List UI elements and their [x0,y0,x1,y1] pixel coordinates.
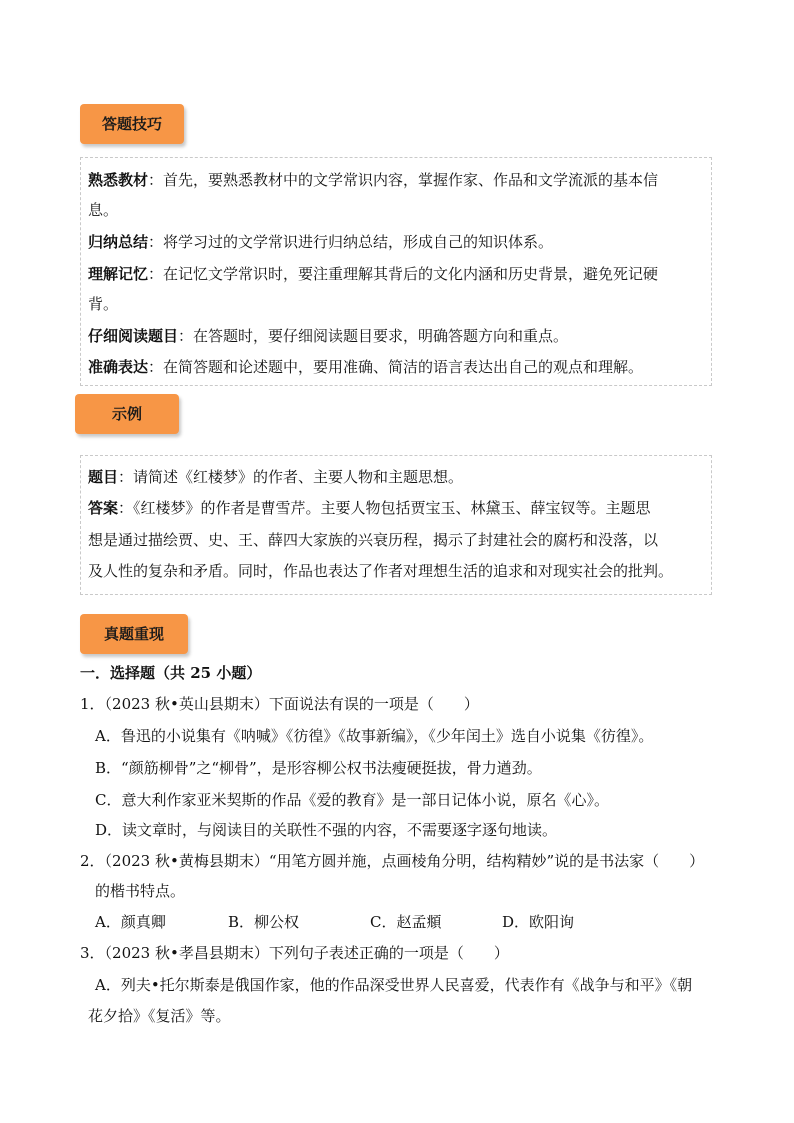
tips-item-2: 归纳总结：将学习过的文学常识进行归纳总结，形成自己的知识体系。 [88,233,554,251]
q1-option-c: C．意大利作家亚米契斯的作品《爱的教育》是一部日记体小说，原名《心》。 [95,791,609,809]
tips-item-1-line1: 熟悉教材：首先，要熟悉教材中的文学常识内容，掌握作家、作品和文学流派的基本信 [88,171,659,189]
tips-header-tag [80,104,184,144]
section-title: 一．选择题（共 25 小题） [80,664,262,682]
q2-stem-2: 的楷书特点。 [95,882,186,900]
example-question: 题目：请简述《红楼梦》的作者、主要人物和主题思想。 [88,468,464,486]
tips-item-3-line1: 理解记忆：在记忆文学常识时，要注重理解其背后的文化内涵和历史背景，避免死记硬 [88,265,659,283]
tips-item-5: 准确表达：在简答题和论述题中，要用准确、简洁的语言表达出自己的观点和理解。 [88,358,644,376]
example-answer-line2: 想是通过描绘贾、史、王、薛四大家族的兴衰历程，揭示了封建社会的腐朽和没落，以 [88,531,659,549]
q2-option-a: A．颜真卿 [95,913,166,931]
q1-stem: 1．（2023 秋•英山县期末）下面说法有误的一项是（ ） [80,695,479,713]
q1-option-b: B．“颜筋柳骨”之“柳骨”，是形容柳公权书法瘦硬挺拔，骨力遒劲。 [95,759,542,777]
tips-header-label: 答题技巧 [101,115,162,133]
q2-option-b: B．柳公权 [228,913,300,931]
q1-option-d: D．读文章时，与阅读目的关联性不强的内容，不需要逐字逐句地读。 [95,821,558,839]
example-answer-line1: 答案：《红楼梦》的作者是曹雪芹。主要人物包括贾宝玉、林黛玉、薛宝钗等。主题思 [88,499,651,517]
q2-stem: 2．（2023 秋•黄梅县期末）“用笔方圆并施，点画棱角分明，结构精妙”说的是书法家（ ） [80,852,705,870]
tips-item-4: 仔细阅读题目：在答题时，要仔细阅读题目要求，明确答题方向和重点。 [88,327,569,345]
tips-item-3-line2: 背。 [88,295,119,313]
example-answer-line3: 及人性的复杂和矛盾。同时，作品也表达了作者对理想生活的追求和对现实社会的批判。 [88,562,674,580]
q3-stem: 3．（2023 秋•孝昌县期末）下列句子表述正确的一项是（ ） [80,944,509,962]
q3-option-a-line1: A．列夫•托尔斯泰是俄国作家，他的作品深受世界人民喜爱，代表作有《战争与和平》《朝 [95,976,693,994]
q2-option-d: D．欧阳询 [502,913,575,931]
example-header-tag [75,394,179,434]
q1-option-a: A．鲁迅的小说集有《呐喊》《彷徨》《故事新编》，《少年闰土》选自小说集《彷徨》。 [95,727,654,745]
example-header-label: 示例 [111,405,142,423]
q2-option-c: C．赵孟頫 [370,913,442,931]
real-header-label: 真题重现 [103,625,164,643]
q3-option-a-line2: 花夕拾》《复活》等。 [88,1007,231,1025]
tips-item-1-line2: 息。 [88,201,119,219]
real-header-tag [80,614,188,654]
